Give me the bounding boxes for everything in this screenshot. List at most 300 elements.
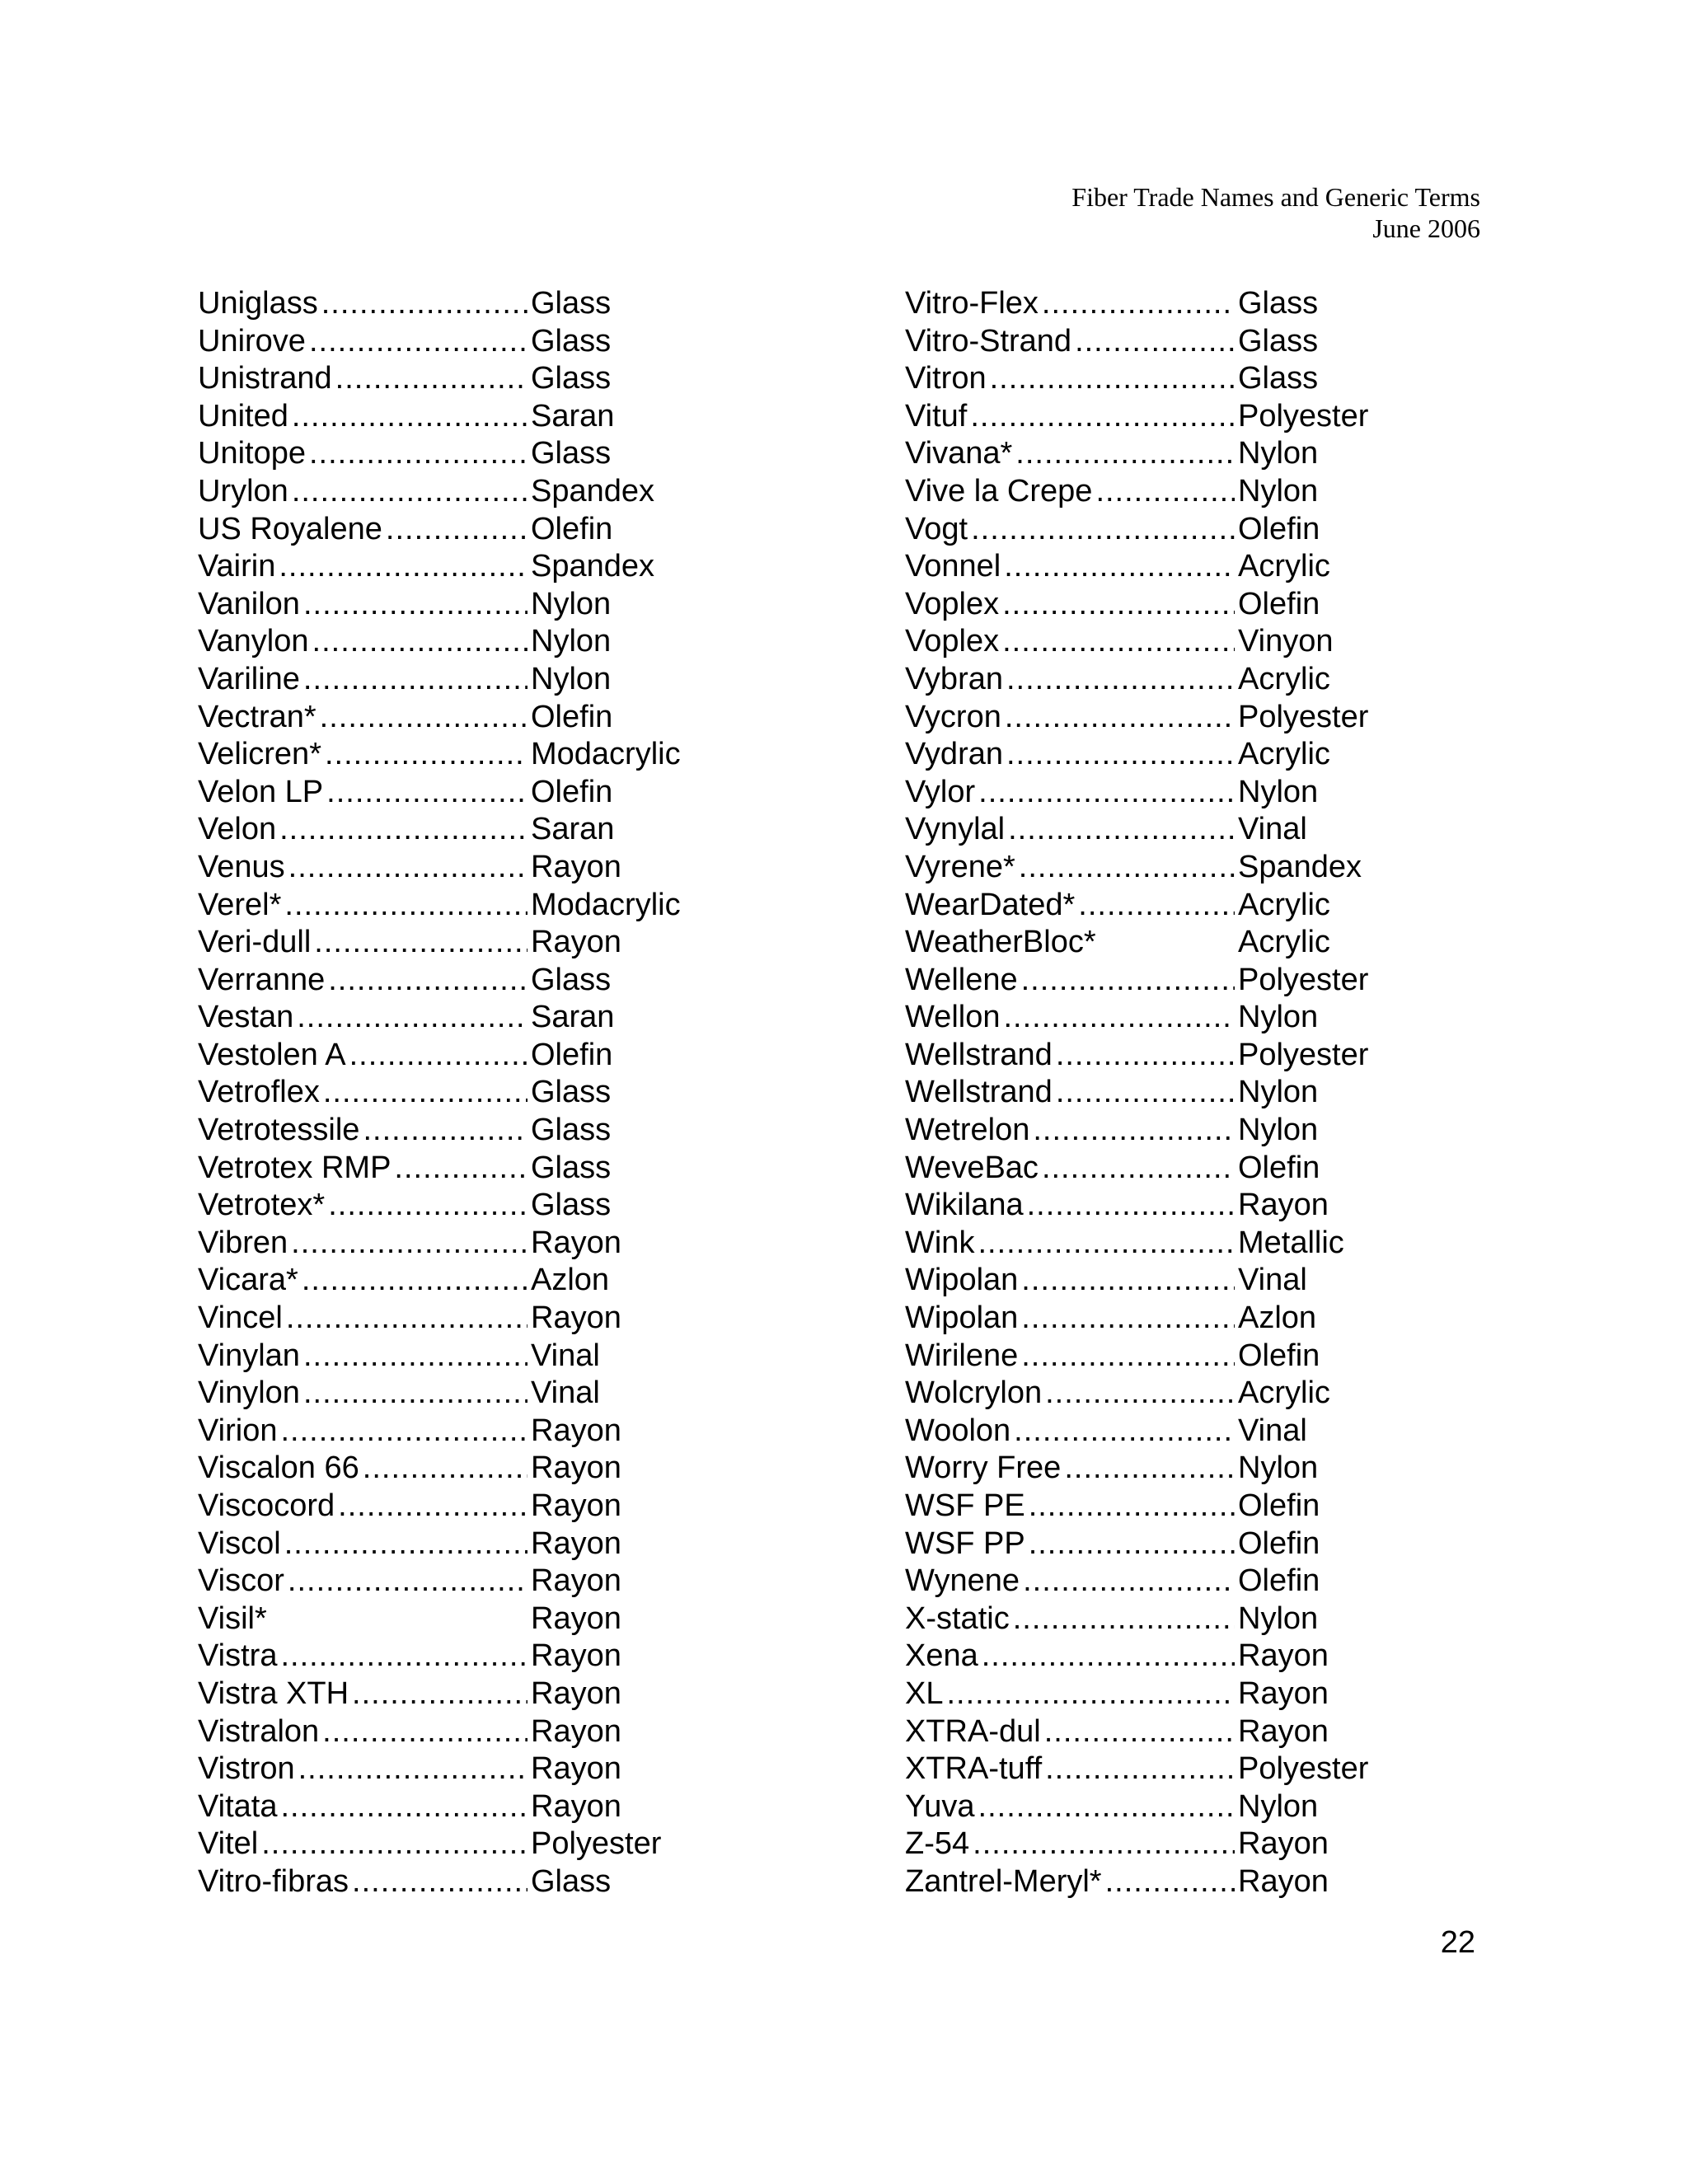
- fiber-name-cell: [198, 774, 528, 812]
- fiber-name-cell: [905, 586, 1235, 624]
- trade-name: Wynene: [905, 1563, 1020, 1599]
- fiber-name-cell: [198, 1601, 528, 1638]
- generic-term: Glass: [1238, 286, 1319, 321]
- fiber-entry: [905, 1074, 1368, 1112]
- fiber-name-cell: [905, 1788, 1235, 1826]
- generic-term: Rayon: [531, 1788, 621, 1824]
- trade-name: Wetrelon: [905, 1113, 1030, 1148]
- fiber-name-cell: [198, 849, 528, 887]
- generic-term: Olefin: [1238, 586, 1320, 621]
- generic-term: Spandex: [531, 473, 655, 509]
- trade-name: Vestan: [198, 1000, 294, 1035]
- dot-leader: [1056, 1037, 1235, 1075]
- fiber-entry: [198, 586, 681, 624]
- dot-leader: [1023, 1563, 1235, 1601]
- generic-term: Nylon: [1238, 1113, 1319, 1148]
- generic-term: Nylon: [531, 624, 612, 659]
- dot-leader: [1095, 473, 1235, 511]
- fiber-entry: [198, 1375, 681, 1413]
- dot-leader: [1006, 736, 1235, 774]
- fiber-entry: [198, 1262, 681, 1300]
- fiber-name-cell: [905, 360, 1235, 398]
- dot-leader: [1044, 1713, 1235, 1751]
- fiber-name-cell: [905, 699, 1235, 737]
- fiber-name-cell: [198, 1788, 528, 1826]
- dot-leader: [1021, 1262, 1235, 1300]
- fiber-entry: [905, 1488, 1368, 1526]
- fiber-name-cell: [198, 1713, 528, 1751]
- fiber-name-cell: [198, 736, 528, 774]
- generic-term: Olefin: [1238, 1488, 1320, 1523]
- trade-name: Vitro-Flex: [905, 286, 1039, 321]
- dot-leader: [1008, 811, 1235, 849]
- trade-name: Vistralon: [198, 1713, 320, 1749]
- dot-leader: [302, 1262, 528, 1300]
- fiber-entry: [198, 999, 681, 1037]
- generic-term: Rayon: [531, 1301, 621, 1336]
- trade-name: Wellon: [905, 1000, 1001, 1035]
- trade-name: Vistra: [198, 1638, 278, 1674]
- dot-leader: [284, 1526, 528, 1563]
- fiber-entry: [198, 699, 681, 737]
- fiber-entry: [198, 398, 681, 436]
- trade-name: Viscor: [198, 1563, 284, 1599]
- fiber-entry: [905, 849, 1368, 887]
- dot-leader: [1078, 887, 1235, 925]
- generic-term: Acrylic: [1238, 925, 1330, 960]
- trade-name: Vetrotex*: [198, 1188, 326, 1223]
- generic-term: Nylon: [531, 586, 612, 621]
- document-date: June 2006: [1372, 213, 1480, 243]
- fiber-name-cell: [905, 811, 1235, 849]
- dot-leader: [1029, 1526, 1235, 1563]
- generic-term: Glass: [531, 1150, 612, 1185]
- dot-leader: [338, 1488, 528, 1526]
- fiber-name-cell: [198, 1150, 528, 1188]
- generic-term: Rayon: [531, 925, 621, 960]
- fiber-entry: [198, 1488, 681, 1526]
- generic-term: Polyester: [531, 1826, 662, 1862]
- dot-leader: [1105, 1863, 1235, 1901]
- fiber-entry: [905, 360, 1368, 398]
- trade-name: Wipolan: [905, 1301, 1019, 1336]
- trade-name: Vetrotessile: [198, 1113, 360, 1148]
- fiber-name-cell: [905, 1225, 1235, 1263]
- trade-name: Veri-dull: [198, 925, 312, 960]
- fiber-name-cell: [198, 473, 528, 511]
- fiber-entry: [905, 473, 1368, 511]
- dot-leader: [328, 962, 528, 1000]
- generic-term: Vinal: [531, 1338, 600, 1373]
- trade-name: Wikilana: [905, 1188, 1024, 1223]
- generic-term: Polyester: [1238, 699, 1369, 734]
- dot-leader: [386, 511, 528, 549]
- generic-term: Vinal: [1238, 1413, 1307, 1448]
- dot-leader: [261, 1825, 528, 1863]
- dot-leader: [280, 1788, 528, 1826]
- generic-term: Rayon: [531, 1488, 621, 1523]
- dot-leader: [973, 1825, 1235, 1863]
- fiber-name-cell: [905, 511, 1235, 549]
- trade-name: Vitel: [198, 1826, 259, 1862]
- generic-term: Rayon: [1238, 1713, 1329, 1749]
- fiber-name-cell: [905, 1300, 1235, 1338]
- fiber-entry: [198, 1225, 681, 1263]
- dot-leader: [326, 774, 528, 812]
- dot-leader: [1002, 586, 1235, 624]
- fiber-name-cell: [198, 323, 528, 361]
- trade-name: XL: [905, 1675, 944, 1711]
- fiber-entry: [905, 1750, 1368, 1788]
- trade-name: Vicara*: [198, 1263, 298, 1298]
- generic-term: Polyester: [1238, 1751, 1369, 1787]
- generic-term: Glass: [531, 1113, 612, 1148]
- trade-name: United: [198, 398, 288, 434]
- fiber-name-cell: [198, 285, 528, 323]
- generic-term: Spandex: [531, 549, 655, 584]
- trade-name: Vibren: [198, 1225, 288, 1260]
- fiber-entry: [198, 1150, 681, 1188]
- generic-term: Nylon: [1238, 1075, 1319, 1110]
- dot-leader: [1021, 962, 1235, 1000]
- fiber-entry: [905, 1300, 1368, 1338]
- dot-leader: [1033, 1112, 1235, 1150]
- generic-term: Nylon: [1238, 1788, 1319, 1824]
- generic-term: Nylon: [1238, 774, 1319, 809]
- fiber-name-cell: [198, 1187, 528, 1225]
- trade-name: Venus: [198, 849, 285, 884]
- dot-leader: [286, 1300, 528, 1338]
- dot-leader: [288, 849, 528, 887]
- dot-leader: [321, 285, 528, 323]
- generic-term: Glass: [1238, 361, 1319, 396]
- fiber-entry: [198, 1413, 681, 1451]
- trade-name: Vitro-Strand: [905, 323, 1072, 359]
- generic-term: Olefin: [1238, 1563, 1320, 1599]
- trade-name: Vinylan: [198, 1338, 300, 1373]
- trade-name: Vistron: [198, 1751, 295, 1787]
- fiber-name-cell: [905, 1187, 1235, 1225]
- generic-term: Acrylic: [1238, 661, 1330, 696]
- dot-leader: [312, 623, 528, 661]
- generic-term: Azlon: [1238, 1301, 1317, 1336]
- generic-term: Rayon: [1238, 1826, 1329, 1862]
- trade-name: XTRA-dul: [905, 1713, 1041, 1749]
- dot-leader: [280, 1413, 528, 1451]
- trade-name: Voplex: [905, 586, 1000, 621]
- generic-term: Olefin: [1238, 511, 1320, 546]
- fiber-entry: [905, 1638, 1368, 1675]
- trade-name: X-static: [905, 1601, 1010, 1636]
- fiber-entry: [905, 887, 1368, 925]
- fiber-entry: [905, 285, 1368, 323]
- dot-leader: [946, 1675, 1235, 1713]
- left-column-list: [198, 285, 681, 1901]
- fiber-entry: [905, 1675, 1368, 1713]
- fiber-name-cell: [905, 435, 1235, 473]
- generic-term: Glass: [531, 436, 612, 471]
- fiber-entry: [198, 435, 681, 473]
- fiber-name-cell: [905, 623, 1235, 661]
- fiber-entry: [905, 1413, 1368, 1451]
- dot-leader: [309, 323, 528, 361]
- generic-term: Rayon: [531, 849, 621, 884]
- dot-leader: [325, 736, 528, 774]
- fiber-name-cell: [198, 360, 528, 398]
- generic-term: Glass: [531, 1863, 612, 1899]
- generic-term: Nylon: [1238, 1451, 1319, 1486]
- trade-name: Unistrand: [198, 361, 332, 396]
- generic-term: Glass: [531, 286, 612, 321]
- fiber-entry: [198, 1788, 681, 1826]
- dot-leader: [292, 473, 528, 511]
- trade-name: Z-54: [905, 1826, 970, 1862]
- generic-term: Olefin: [531, 511, 613, 546]
- dot-leader: [279, 548, 528, 586]
- fiber-name-cell: [905, 1563, 1235, 1601]
- generic-term: Metallic: [1238, 1225, 1344, 1260]
- fiber-name-cell: [198, 1675, 528, 1713]
- trade-name: WeveBac: [905, 1150, 1039, 1185]
- trade-name: Verel*: [198, 887, 282, 922]
- dot-leader: [284, 887, 528, 925]
- trade-name: Xena: [905, 1638, 978, 1674]
- generic-term: Polyester: [1238, 398, 1369, 434]
- fiber-name-cell: [198, 1526, 528, 1563]
- fiber-entry: [905, 1338, 1368, 1376]
- generic-term: Olefin: [531, 1037, 613, 1072]
- trade-name: Viscocord: [198, 1488, 335, 1523]
- dot-leader: [1014, 1413, 1235, 1451]
- generic-term: Rayon: [531, 1675, 621, 1711]
- trade-name: Verranne: [198, 962, 326, 997]
- trade-name: Yuva: [905, 1788, 975, 1824]
- trade-name: Vinylon: [198, 1376, 300, 1411]
- trade-name: Wirilene: [905, 1338, 1019, 1373]
- fiber-name-cell: [198, 435, 528, 473]
- fiber-name-cell: [905, 473, 1235, 511]
- fiber-entry: [905, 586, 1368, 624]
- generic-term: Spandex: [1238, 849, 1362, 884]
- dot-leader: [1013, 1601, 1235, 1638]
- fiber-entry: [905, 1563, 1368, 1601]
- fiber-name-cell: [905, 849, 1235, 887]
- fiber-name-cell: [905, 1413, 1235, 1451]
- dot-leader: [1004, 548, 1235, 586]
- fiber-entry: [198, 1037, 681, 1075]
- fiber-name-cell: [905, 548, 1235, 586]
- trade-name: WearDated*: [905, 887, 1076, 922]
- fiber-entry: [905, 811, 1368, 849]
- dot-leader: [303, 1338, 528, 1376]
- generic-term: Rayon: [531, 1638, 621, 1674]
- document-title: Fiber Trade Names and Generic Terms: [1071, 182, 1480, 212]
- fiber-name-cell: [905, 1112, 1235, 1150]
- dot-leader: [1042, 1150, 1235, 1188]
- generic-term: Vinal: [531, 1376, 600, 1411]
- trade-name: Velicren*: [198, 737, 321, 772]
- fiber-name-cell: [198, 962, 528, 1000]
- generic-term: Olefin: [1238, 1338, 1320, 1373]
- trade-name: Vistra XTH: [198, 1675, 349, 1711]
- fiber-name-cell: [905, 924, 1235, 962]
- fiber-name-cell: [198, 1262, 528, 1300]
- fiber-entry: [905, 1037, 1368, 1075]
- fiber-entry: [198, 623, 681, 661]
- generic-term: Polyester: [1238, 962, 1369, 997]
- fiber-entry: [905, 1863, 1368, 1901]
- generic-term: Modacrylic: [531, 887, 681, 922]
- generic-term: Rayon: [531, 1526, 621, 1561]
- generic-term: Acrylic: [1238, 549, 1330, 584]
- fiber-entry: [905, 398, 1368, 436]
- generic-term: Olefin: [1238, 1526, 1320, 1561]
- fiber-entry: [198, 1300, 681, 1338]
- trade-name: Zantrel-Meryl*: [905, 1863, 1102, 1899]
- fiber-entry: [198, 661, 681, 699]
- fiber-name-cell: [905, 1713, 1235, 1751]
- fiber-entry: [198, 774, 681, 812]
- fiber-entry: [905, 1788, 1368, 1826]
- fiber-entry: [905, 1375, 1368, 1413]
- trade-name: Vyrene*: [905, 849, 1015, 884]
- fiber-entry: [198, 473, 681, 511]
- fiber-entry: [198, 548, 681, 586]
- dot-leader: [970, 398, 1235, 436]
- fiber-entry: [905, 1225, 1368, 1263]
- fiber-name-cell: [905, 1638, 1235, 1675]
- fiber-name-cell: [198, 1488, 528, 1526]
- fiber-name-cell: [905, 1488, 1235, 1526]
- fiber-name-cell: [198, 548, 528, 586]
- fiber-entry: [905, 774, 1368, 812]
- dot-leader: [990, 360, 1235, 398]
- dot-leader: [314, 924, 528, 962]
- trade-name: Wellstrand: [905, 1037, 1053, 1072]
- fiber-name-cell: [905, 962, 1235, 1000]
- fiber-entry: [198, 285, 681, 323]
- dot-leader: [279, 811, 528, 849]
- generic-term: Glass: [531, 1075, 612, 1110]
- fiber-name-cell: [905, 1074, 1235, 1112]
- generic-term: Modacrylic: [531, 737, 681, 772]
- trade-name: Vitata: [198, 1788, 278, 1824]
- generic-term: Saran: [531, 1000, 615, 1035]
- trade-name: Vybran: [905, 661, 1003, 696]
- fiber-name-cell: [905, 1675, 1235, 1713]
- fiber-name-cell: [905, 398, 1235, 436]
- fiber-name-cell: [198, 1863, 528, 1901]
- fiber-entry: [905, 1825, 1368, 1863]
- generic-term: Olefin: [531, 774, 613, 809]
- trade-name: XTRA-tuff: [905, 1751, 1043, 1787]
- trade-name: Worry Free: [905, 1451, 1062, 1486]
- generic-term: Rayon: [531, 1601, 621, 1636]
- fiber-name-cell: [198, 887, 528, 925]
- fiber-name-cell: [905, 1601, 1235, 1638]
- dot-leader: [270, 1601, 528, 1638]
- fiber-entry: [198, 1526, 681, 1563]
- trade-name: Vitron: [905, 361, 987, 396]
- dot-leader: [303, 1375, 528, 1413]
- generic-term: Rayon: [531, 1225, 621, 1260]
- generic-term: Nylon: [1238, 1601, 1319, 1636]
- fiber-name-cell: [198, 1413, 528, 1451]
- fiber-name-cell: [905, 1863, 1235, 1901]
- fiber-name-cell: [198, 511, 528, 549]
- generic-term: Nylon: [531, 661, 612, 696]
- fiber-entry: [905, 999, 1368, 1037]
- trade-name: Vivana*: [905, 436, 1013, 471]
- trade-name: Vairin: [198, 549, 276, 584]
- dot-leader: [394, 1150, 528, 1188]
- generic-term: Rayon: [531, 1713, 621, 1749]
- dot-leader: [323, 1074, 528, 1112]
- fiber-name-cell: [198, 924, 528, 962]
- fiber-name-cell: [198, 1112, 528, 1150]
- generic-term: Rayon: [1238, 1188, 1329, 1223]
- generic-term: Rayon: [531, 1751, 621, 1787]
- fiber-name-cell: [905, 999, 1235, 1037]
- generic-term: Nylon: [1238, 436, 1319, 471]
- dot-leader: [978, 774, 1235, 812]
- fiber-name-cell: [198, 586, 528, 624]
- fiber-name-cell: [198, 1375, 528, 1413]
- generic-term: Rayon: [531, 1451, 621, 1486]
- trade-name: Vincel: [198, 1301, 283, 1336]
- trade-name: Vogt: [905, 511, 968, 546]
- dot-leader: [328, 1187, 528, 1225]
- generic-term: Nylon: [1238, 473, 1319, 509]
- dot-leader: [1019, 849, 1235, 887]
- generic-term: Rayon: [1238, 1863, 1329, 1899]
- dot-leader: [322, 1713, 528, 1751]
- trade-name: Wellene: [905, 962, 1018, 997]
- dot-leader: [1042, 285, 1235, 323]
- dot-leader: [280, 1638, 528, 1675]
- fiber-name-cell: [198, 1225, 528, 1263]
- trade-name: Visil*: [198, 1601, 267, 1636]
- trade-name: Vitro-fibras: [198, 1863, 349, 1899]
- fiber-name-cell: [198, 1563, 528, 1601]
- dot-leader: [1056, 1074, 1235, 1112]
- generic-term: Glass: [531, 361, 612, 396]
- trade-name: Unirove: [198, 323, 306, 359]
- fiber-entry: [905, 1112, 1368, 1150]
- fiber-name-cell: [905, 1450, 1235, 1488]
- trade-name: Wolcrylon: [905, 1376, 1043, 1411]
- fiber-entry: [905, 1262, 1368, 1300]
- generic-term: Olefin: [531, 699, 613, 734]
- fiber-entry: [198, 887, 681, 925]
- trade-name: Wink: [905, 1225, 975, 1260]
- fiber-entry: [198, 1112, 681, 1150]
- generic-term: Vinal: [1238, 812, 1307, 847]
- fiber-entry: [198, 1563, 681, 1601]
- trade-name: WeatherBloc*: [905, 925, 1096, 960]
- trade-name: Vetroflex: [198, 1075, 320, 1110]
- generic-term: Rayon: [1238, 1675, 1329, 1711]
- trade-name: Vituf: [905, 398, 968, 434]
- fiber-entry: [905, 323, 1368, 361]
- trade-name: Vectran*: [198, 699, 316, 734]
- fiber-entry: [198, 1825, 681, 1863]
- dot-leader: [363, 1450, 528, 1488]
- fiber-name-cell: [198, 1750, 528, 1788]
- fiber-entry: [905, 1526, 1368, 1563]
- fiber-entry: [198, 511, 681, 549]
- dot-leader: [297, 999, 528, 1037]
